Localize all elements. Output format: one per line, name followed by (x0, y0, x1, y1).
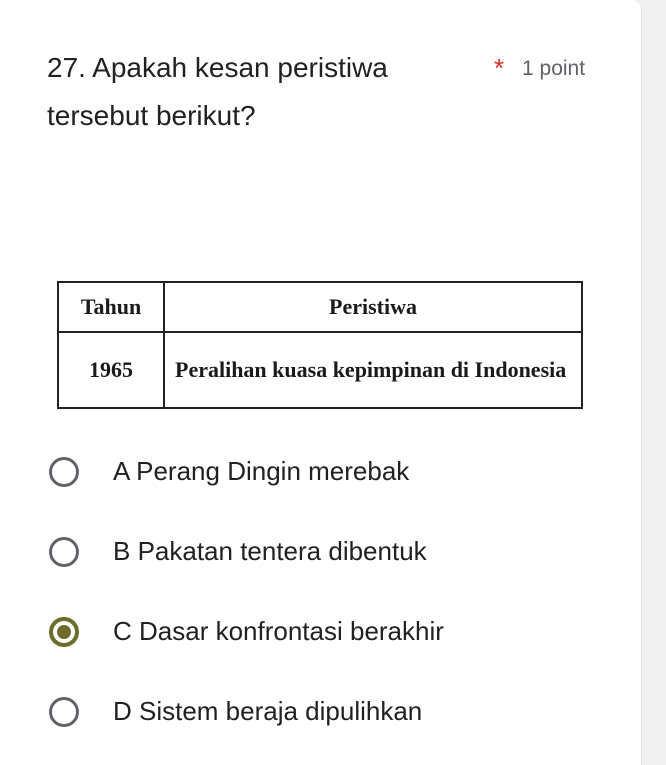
points-label: 1 point (522, 57, 586, 80)
option-b[interactable] (47, 522, 607, 602)
question-image (48, 275, 592, 425)
table-row (58, 332, 582, 408)
radio-button[interactable] (49, 537, 79, 567)
question-title: 27. Apakah kesan peristiwa tersebut berikut? (47, 52, 388, 131)
option-label[interactable]: C Dasar konfrontasi berakhir (113, 616, 444, 646)
cell-event: Peralihan kuasa kepimpinan di Indonesia (164, 332, 582, 408)
radio-button[interactable] (49, 697, 79, 727)
cell-year: 1965 (58, 332, 164, 408)
history-table (57, 281, 583, 409)
option-c[interactable] (47, 602, 607, 682)
option-label[interactable]: D Sistem beraja dipulihkan (113, 696, 423, 726)
header-event: Peristiwa (164, 282, 582, 332)
radio-button-selected[interactable] (49, 617, 79, 647)
header-year: Tahun (58, 282, 164, 332)
radio-button[interactable] (49, 457, 79, 487)
required-asterisk: * (494, 53, 505, 83)
radio-dot (57, 625, 71, 639)
option-a[interactable] (47, 442, 607, 522)
option-label[interactable]: B Pakatan tentera dibentuk (113, 536, 427, 566)
table-header-row (58, 282, 582, 332)
answer-options (47, 442, 607, 762)
option-label[interactable]: A Perang Dingin merebak (113, 456, 410, 486)
option-d[interactable] (47, 682, 607, 762)
